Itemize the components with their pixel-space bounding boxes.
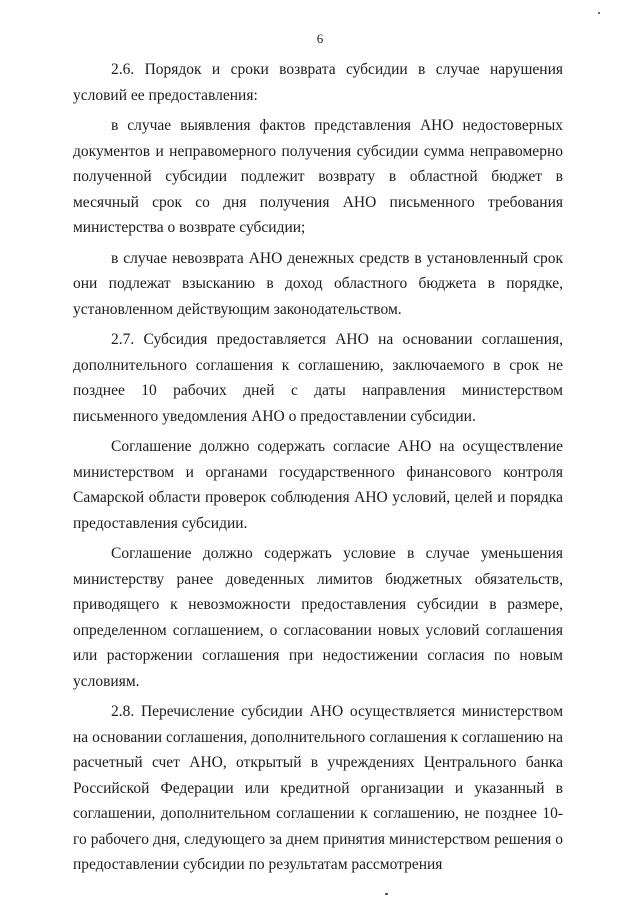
paragraph-2-8: 2.8. Перечисление субсидии АНО осуществляется министерством на основании соглашения, дополнительного соглашения к соглашению на расчетный счет АНО, открытый в учреждениях Центрального банка Российской Федерации или кредитной организации и указанный в соглашении, дополнительном соглашении к соглашению, не позднее 10-го рабочего дня, следующего за днем принятия министерством решения о предоставлении субсидии по результатам рассмотрения [73,703,563,873]
paragraph-agreement-consent: Соглашение должно содержать согласие АНО на осуществление министерством и органами государственного финансового контроля Самарской области проверок соблюдения АНО условий, целей и порядка предоставления субсидии. [73,438,563,532]
paragraph-2-6-heading: 2.6. Порядок и сроки возврата субсидии в случае нарушения условий ее предоставления: [73,61,563,104]
paragraph-2-7: 2.7. Субсидия предоставляется АНО на основании соглашения, дополнительного соглашения к соглашению, заключаемого в срок не позднее 10 рабочих дней с даты направления министерством письменного уведомления АНО о предоставлении субсидии. [73,331,563,425]
scan-speck [598,12,600,14]
paragraph-return-on-violation: в случае выявления фактов представления АНО недостоверных документов и неправомерного получения субсидии сумма неправомерно полученной субсидии подлежит возврату в областной бюджет в месячный срок со дня получения АНО письменного требования министерства о возврате субсидии; [73,117,563,236]
paragraph-agreement-condition: Соглашение должно содержать условие в случае уменьшения министерству ранее доведенных лимитов бюджетных обязательств, приводящего к невозможности предоставления субсидии в размере, определенном соглашением, о согласовании новых условий соглашения или расторжении соглашения при недостижении согласия по новым условиям. [73,545,563,690]
page-number: 6 [316,31,324,46]
paragraph-recovery: в случае невозврата АНО денежных средств в установленный срок они подлежат взысканию в доход областного бюджета в порядке, установленном действующим законодательством. [73,249,563,318]
scan-speck [385,893,388,895]
document-body [73,57,563,883]
